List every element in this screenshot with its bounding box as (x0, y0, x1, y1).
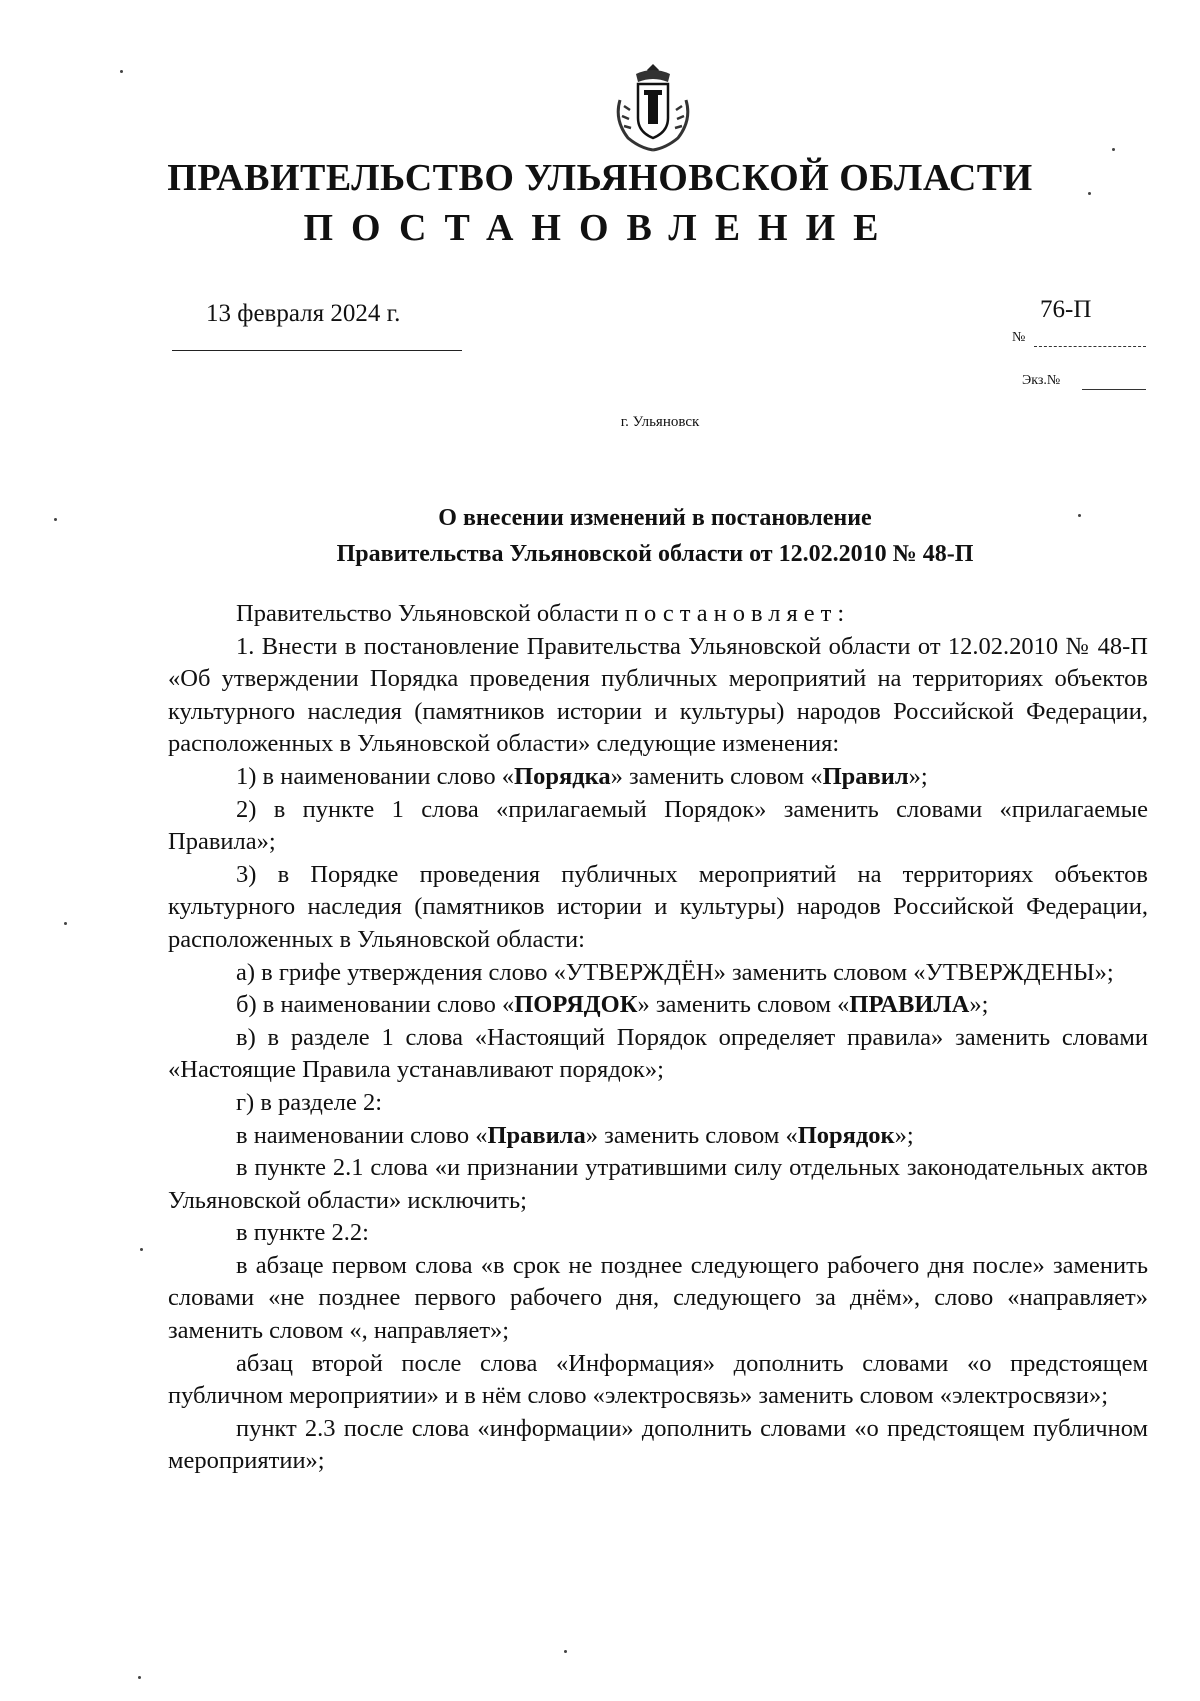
text: »; (908, 762, 928, 790)
preamble-text: Правительство Ульяновской области (236, 600, 625, 627)
paragraph-7: в) в разделе 1 слова «Настоящий Порядок определяет правила» заменить словами «Настоящие Правила устанавливают порядок»; (168, 1023, 1148, 1084)
bold-word: Правила (487, 1121, 586, 1149)
paragraph-8: г) в разделе 2: (236, 1088, 383, 1116)
copy-number-label: Экз.№ (1022, 373, 1061, 388)
document-type-heading: ПОСТАНОВЛЕНИЕ (303, 207, 897, 249)
paragraph-12: в абзаце первом слова «в срок не позднее следующего рабочего дня после» заменить словами «не позднее первого рабочего дня, следующего за днём», слово «направляет» заменить словом «, направляет»; (168, 1251, 1148, 1345)
scan-speck (64, 922, 67, 925)
paragraph-3: 2) в пункте 1 слова «прилагаемый Порядок» заменить словами «прилагаемые Правила»; (168, 795, 1148, 856)
text: в наименовании слово « (236, 1121, 488, 1149)
paragraph-5: а) в грифе утверждения слово «УТВЕРЖДЁН» заменить словом «УТВЕРЖДЕНЫ»; (236, 958, 1114, 986)
text: »; (894, 1121, 914, 1149)
paragraph-11: в пункте 2.2: (236, 1219, 369, 1247)
scan-speck (120, 70, 123, 73)
paragraph-6 (168, 989, 1148, 1022)
paragraph-13: абзац второй после слова «Информация» дополнить словами «о предстоящем публичном мероприятии» и в нём слово «электросвязь» заменить словом «электросвязи»; (168, 1349, 1148, 1410)
document-date: 13 февраля 2024 г. (206, 300, 401, 327)
paragraph-14: пункт 2.3 после слова «информации» дополнить словами «о предстоящем публичном мероприятии»; (168, 1414, 1148, 1475)
scan-speck (1088, 192, 1091, 195)
coat-of-arms-icon (612, 60, 694, 152)
resolution-title (0, 500, 1200, 572)
scan-speck (1078, 514, 1081, 517)
organization-heading: ПРАВИТЕЛЬСТВО УЛЬЯНОВСКОЙ ОБЛАСТИ (167, 157, 1033, 199)
text: б) в наименовании слово « (236, 991, 515, 1019)
document-number: 76-П (1040, 296, 1092, 323)
paragraph-preamble (168, 598, 1148, 631)
text: » заменить словом « (585, 1121, 798, 1149)
paragraph-4: 3) в Порядке проведения публичных мероприятий на территориях объектов культурного наследия (памятников истории и культуры) народов Российской Федерации, расположенных в Ульяновской области: (168, 860, 1148, 953)
text: » заменить словом « (637, 991, 850, 1019)
scan-speck (54, 518, 57, 521)
preamble-verb: постановляет: (624, 600, 851, 627)
bold-word: ПРАВИЛА (849, 991, 970, 1019)
bold-word: Порядка (514, 762, 611, 790)
copy-number-underline (1082, 389, 1146, 390)
scan-speck (138, 1676, 141, 1679)
city-label: г. Ульяновск (620, 414, 700, 430)
scan-speck (140, 1248, 143, 1251)
title-line-1: О внесении изменений в постановление (438, 505, 872, 531)
scan-speck (564, 1650, 567, 1653)
paragraph-2 (168, 761, 1148, 794)
text: »; (969, 991, 989, 1019)
text: 1) в наименовании слово « (236, 762, 515, 790)
bold-word: ПОРЯДОК (514, 991, 638, 1019)
bold-word: Правил (822, 762, 909, 790)
number-label: № (1012, 330, 1026, 345)
scan-speck (1112, 148, 1115, 151)
number-underline (1034, 346, 1146, 347)
bold-word: Порядок (797, 1121, 895, 1149)
title-line-2: Правительства Ульяновской области от 12.02.2010 № 48-П (336, 541, 974, 567)
paragraph-1: 1. Внести в постановление Правительства Ульяновской области от 12.02.2010 № 48-П «Об утверждении Порядка проведения публичных мероприятий на территориях объектов культурного наследия (памятников истории и культуры) народов Российской Федерации, расположенных в Ульяновской области» следующие изменения: (168, 632, 1148, 758)
paragraph-9 (168, 1120, 1148, 1153)
resolution-body (168, 598, 1148, 1478)
paragraph-10: в пункте 2.1 слова «и признании утратившими силу отдельных законодательных актов Ульяновской области» исключить; (168, 1154, 1148, 1214)
text: » заменить словом « (610, 762, 823, 790)
date-underline (172, 350, 462, 351)
